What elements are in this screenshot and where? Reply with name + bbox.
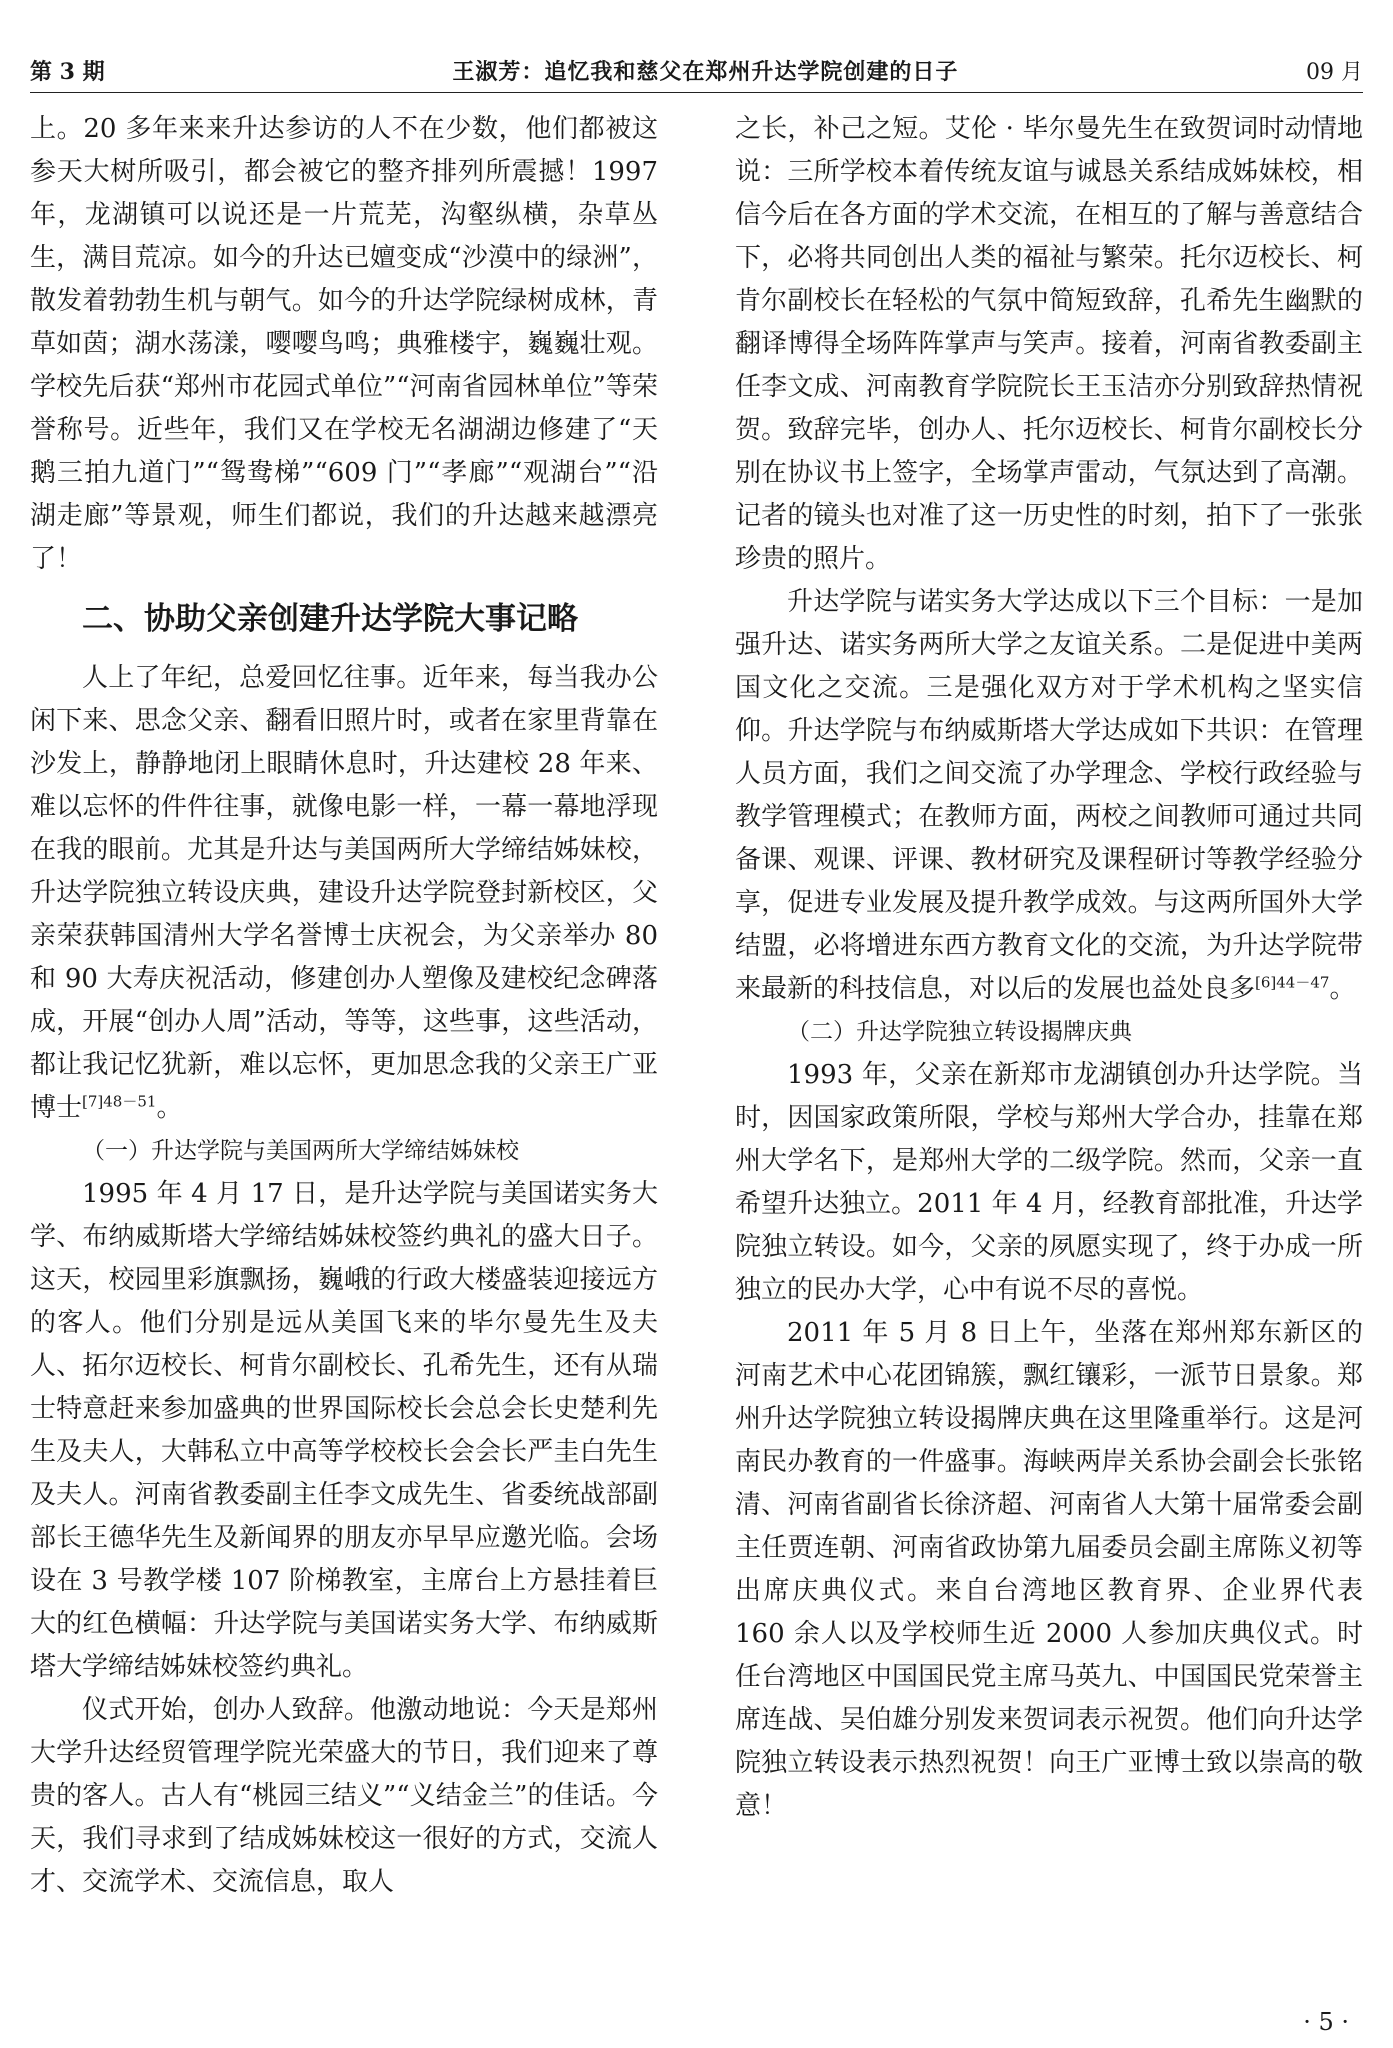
paragraph: 上。20 多年来来升达参访的人不在少数，他们都被这参天大树所吸引，都会被它的整齐排列所震撼！1997 年，龙湖镇可以说还是一片荒芜，沟壑纵横，杂草丛生，满目荒凉。如今的升达已嬗变成“沙漠中的绿洲”，散发着勃勃生机与朝气。如今的升达学院绿树成林，青草如茵；湖水荡漾，嘤嘤鸟鸣；典雅楼宇，巍巍壮观。学校先后获“郑州市花园式单位”“河南省园林单位”等荣誉称号。近些年，我们又在学校无名湖湖边修建了“天鹅三拍九道门”“鸳鸯梯”“609 门”“孝廊”“观湖台”“沿湖走廊”等景观，师生们都说，我们的升达越来越漂亮了！ xyxy=(30,114,658,574)
page-number: · 5 · xyxy=(1303,2008,1349,2036)
right-column xyxy=(735,108,1363,1828)
paragraph: 2011 年 5 月 8 日上午，坐落在郑州郑东新区的河南艺术中心花团锦簇，飘红镶彩，一派节日景象。郑州升达学院独立转设揭牌庆典在这里隆重举行。这是河南民办教育的一件盛事。海峡两岸关系协会副会长张铭清、河南省副省长徐济超、河南省人大第十届常委会副主任贾连朝、河南省政协第九届委员会副主席陈义初等出席庆典仪式。来自台湾地区教育界、企业界代表 160 余人以及学校师生近 2000 人参加庆典仪式。时任台湾地区中国国民党主席马英九、中国国民党荣誉主席连战、吴伯雄分别发来贺词表示祝贺。他们向升达学院独立转设表示热烈祝贺！向王广亚博士致以崇高的敬意！ xyxy=(735,1318,1363,1821)
paragraph: 之长，补己之短。艾伦 · 毕尔曼先生在致贺词时动情地说：三所学校本着传统友谊与诚恳关系结成姊妹校，相信今后在各方面的学术交流，在相互的了解与善意结合下，必将共同创出人类的福祉与繁荣。托尔迈校长、柯肯尔副校长在轻松的气氛中简短致辞，孔希先生幽默的翻译博得全场阵阵掌声与笑声。接着，河南省教委副主任李文成、河南教育学院院长王玉洁亦分别致辞热情祝贺。致辞完毕，创办人、托尔迈校长、柯肯尔副校长分别在协议书上签字，全场掌声雷动，气氛达到了高潮。记者的镜头也对准了这一历史性的时刻，拍下了一张张珍贵的照片。 xyxy=(735,114,1363,574)
left-column xyxy=(30,108,658,1904)
running-header xyxy=(30,48,1363,93)
month-label: 09 月 xyxy=(1306,59,1363,85)
subsection-heading: （二）升达学院独立转设揭牌庆典 xyxy=(787,1019,1132,1045)
citation: [7]48－51 xyxy=(82,1092,157,1111)
paragraph xyxy=(30,657,658,1130)
paragraph: 仪式开始，创办人致辞。他激动地说：今天是郑州大学升达经贸管理学院光荣盛大的节日，我们迎来了尊贵的客人。古人有“桃园三结义”“义结金兰”的佳话。今天，我们寻求到了结成姊妹校这一很好的方式，交流人才、交流学术、交流信息，取人 xyxy=(30,1695,658,1897)
paragraph xyxy=(735,581,1363,1011)
subsection-heading: （一）升达学院与美国两所大学缔结姊妹校 xyxy=(82,1138,519,1164)
issue-label: 第 3 期 xyxy=(30,58,105,85)
section-heading: 二、协助父亲创建升达学院大事记略 xyxy=(82,601,578,637)
paragraph-text: 人上了年纪，总爱回忆往事。近年来，每当我办公闲下来、思念父亲、翻看旧照片时，或者在家里背靠在沙发上，静静地闭上眼睛休息时，升达建校 28 年来、难以忘怀的件件往事，就像电影一样，一幕一幕地浮现在我的眼前。尤其是升达与美国两所大学缔结姊妹校，升达学院独立转设庆典，建设升达学院登封新校区，父亲荣获韩国清州大学名誉博士庆祝会，为父亲举办 80 和 90 大寿庆祝活动，修建创办人塑像及建校纪念碑落成，开展“创办人周”活动，等等，这些事，这些活动，都让我记忆犹新，难以忘怀，更加思念我的父亲王广亚博士 xyxy=(30,663,658,1123)
article-running-title: 王淑芳：追忆我和慈父在郑州升达学院创建的日子 xyxy=(452,58,959,85)
paragraph: 1993 年，父亲在新郑市龙湖镇创办升达学院。当时，因国家政策所限，学校与郑州大学合办，挂靠在郑州大学名下，是郑州大学的二级学院。然而，父亲一直希望升达独立。2011 年 4 月，经教育部批准，升达学院独立转设。如今，父亲的夙愿实现了，终于办成一所独立的民办大学，心中有说不尽的喜悦。 xyxy=(735,1060,1363,1305)
paragraph-end: 。 xyxy=(156,1093,183,1123)
paragraph-end: 。 xyxy=(1329,974,1356,1004)
paragraph-text: 升达学院与诺实务大学达成以下三个目标：一是加强升达、诺实务两所大学之友谊关系。二是促进中美两国文化之交流。三是强化双方对于学术机构之坚实信仰。升达学院与布纳威斯塔大学达成如下共识：在管理人员方面，我们之间交流了办学理念、学校行政经验与教学管理模式；在教师方面，两校之间教师可通过共同备课、观课、评课、教材研究及课程研讨等教学经验分享，促进专业发展及提升教学成效。与这两所国外大学结盟，必将增进东西方教育文化的交流，为升达学院带来最新的科技信息，对以后的发展也益处良多 xyxy=(735,587,1363,1004)
citation: [6]44－47 xyxy=(1255,973,1330,992)
paragraph: 1995 年 4 月 17 日，是升达学院与美国诺实务大学、布纳威斯塔大学缔结姊妹校签约典礼的盛大日子。这天，校园里彩旗飘扬，巍峨的行政大楼盛装迎接远方的客人。他们分别是远从美国飞来的毕尔曼先生及夫人、拓尔迈校长、柯肯尔副校长、孔希先生，还有从瑞士特意赶来参加盛典的世界国际校长会总会长史楚利先生及夫人，大韩私立中高等学校校长会会长严圭白先生及夫人。河南省教委副主任李文成先生、省委统战部副部长王德华先生及新闻界的朋友亦早早应邀光临。会场设在 3 号教学楼 107 阶梯教室，主席台上方悬挂着巨大的红色横幅：升达学院与美国诺实务大学、布纳威斯塔大学缔结姊妹校签约典礼。 xyxy=(30,1179,658,1682)
